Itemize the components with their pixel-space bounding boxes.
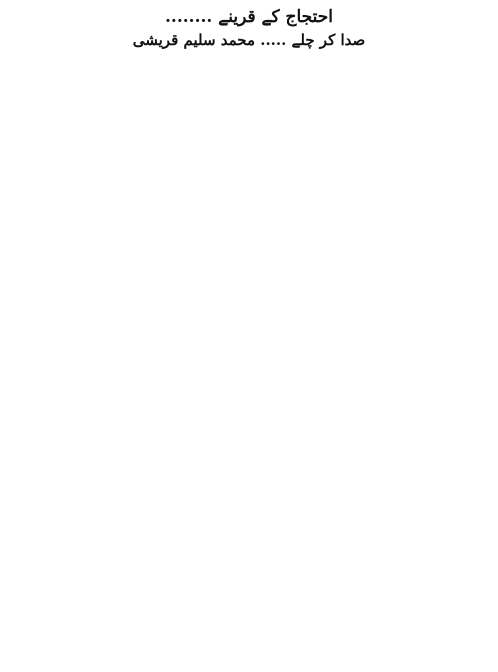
article-title: احتجاج کے قرینے ........ — [165, 7, 333, 27]
article-header — [6, 6, 492, 50]
article-byline: صدا کر چلے ..... محمد سلیم قریشی — [132, 31, 366, 49]
